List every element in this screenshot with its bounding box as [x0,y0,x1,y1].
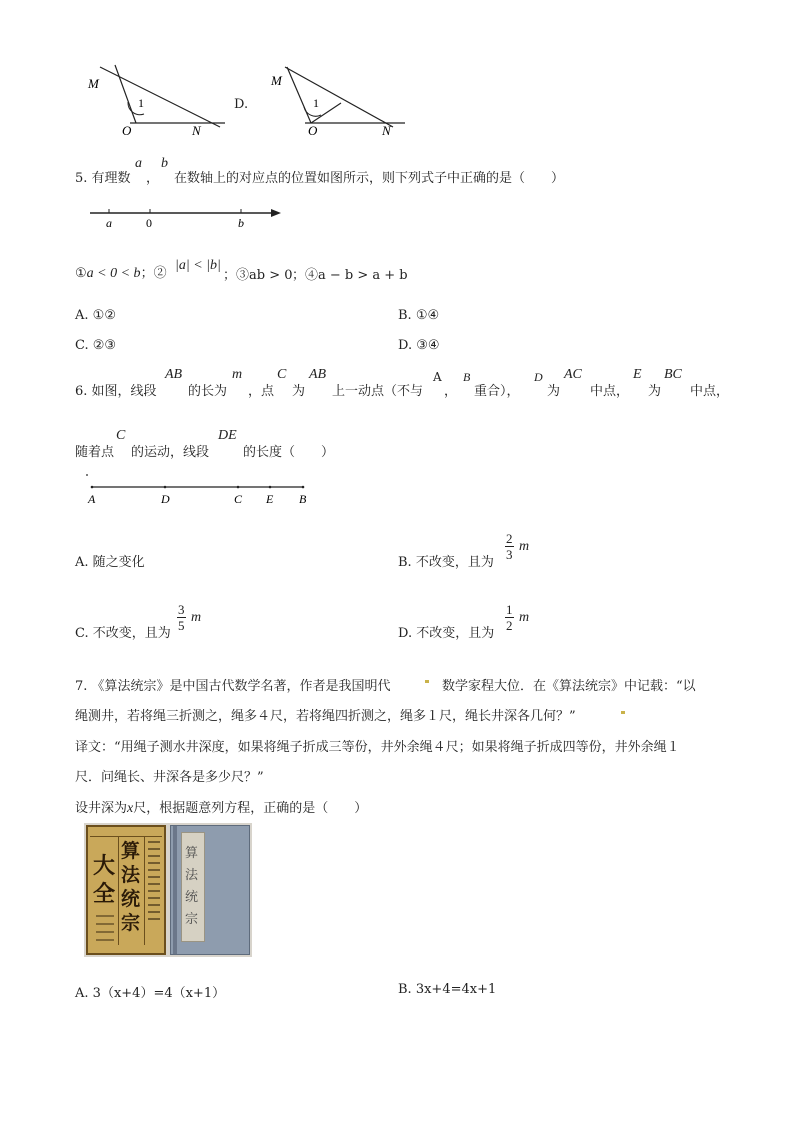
q7-option-b[interactable] [398,982,496,997]
q6-option-c[interactable] [75,622,171,641]
q6-point-a: A [433,370,442,384]
option-text: 不改变，且为 [416,626,495,641]
q5-s2-lhs: |a| [175,258,190,273]
spine-edge [173,826,177,954]
q5-prefix: 5. 有理数 [75,171,131,186]
q4d-label-m: M [271,73,282,88]
q6-option-c-fraction [177,602,186,633]
divider [144,837,145,945]
q6-var-m: m [232,367,243,382]
right-title: 算法统宗 [185,846,199,927]
q4c-label-m: M [88,76,99,91]
option-label: C. [75,338,89,353]
q6-text-9: 为 [648,384,662,399]
option-label: B. [398,982,412,997]
q7-line5-b: 尺，根据题意列方程，正确的是（ ） [133,801,368,816]
q5-number-line [85,203,285,233]
q6-line2-var-de: DE [218,428,237,443]
right-cover [170,825,250,955]
fraction-numerator: 3 [178,602,185,617]
q6-line2-text-1: 随着点 [75,445,115,460]
q6-option-b-var: m [519,539,530,554]
small-text-column [148,841,160,921]
q5-comma: ， [146,171,160,186]
q7-line5-var-x: x [127,801,134,816]
mark-icon [621,711,625,714]
fraction-denominator: 3 [506,547,513,562]
option-label: B. [398,555,412,570]
q6-option-b-fraction [505,531,514,562]
option-label: A. [75,308,89,323]
q6-text-5: 上一动点（不与 [332,384,424,399]
q6-option-a[interactable] [75,551,145,570]
q7-line1-b: 数学家程大位．在《算法统宗》中记载：“以 [442,679,696,694]
big-char-1: 大 [93,853,116,879]
q6-var-ac: AC [564,367,582,382]
small-text-column [96,915,114,945]
q6-text-2: 的长为 [188,384,228,399]
q4d-angle-label: 1 [313,96,319,110]
q5-stem-suffix: 在数轴上的对应点的位置如图所示，则下列式子中正确的是（ ） [174,171,565,186]
q5-option-d[interactable] [398,338,440,353]
q5-s2-number: ；② [140,266,167,281]
q6-var-bc: BC [664,367,682,382]
q7-option-a[interactable] [75,982,225,1001]
option-text: 不改变，且为 [415,555,494,570]
option-label: B. [398,308,412,323]
option-text: ②③ [92,338,117,353]
option-label: D. [398,626,413,641]
q5-s2-op: < [193,258,203,273]
q5-option-b[interactable] [398,308,439,323]
option-label: A. [75,986,89,1001]
q6-point-d: D [534,370,543,384]
divider [118,837,119,945]
q6-segment-figure [80,470,320,510]
q4d-label-n: N [382,123,391,138]
option-label: A. [75,555,89,570]
q5-statement-2 [175,258,221,274]
q4c-label-o: O [122,123,132,138]
q6-text-8: 中点， [590,384,630,399]
option-text: ①② [92,308,116,323]
seg-label-c: C [234,492,243,506]
q5-s1-number: ① [75,266,87,281]
option-label: C. [75,626,89,641]
q6-option-d-fraction [505,602,514,633]
option-text: 不改变，且为 [92,626,171,641]
q6-option-d-var: m [519,610,530,625]
left-cover [86,825,166,955]
left-title: 算法统宗 [121,840,141,934]
q6-option-c-var: m [191,610,202,625]
q6-text-3: ，点 [248,384,275,399]
big-char-2: 全 [93,881,116,907]
q4-figure-d [265,55,415,140]
axis-label-a: a [106,216,112,230]
q4-figure-c [80,55,230,140]
axis-label-zero: 0 [146,216,152,230]
seg-label-d: D [161,492,170,506]
q5-s2-rhs: |b| [206,258,221,273]
q5-option-c[interactable] [75,338,116,353]
q6-text-6: 重合）， [474,384,520,399]
fraction-denominator: 5 [178,618,185,633]
q6-point-b: B [463,370,471,384]
option-text: ①④ [415,308,440,323]
q7-line2: 绳测井，若将绳三折测之，绳多４尺，若将绳四折测之，绳多１尺，绳长井深各几何？” [75,709,576,724]
q6-text-10: 中点， [690,384,730,399]
q6-option-b[interactable] [398,551,494,570]
q5-var-a: a [135,156,142,171]
q7-line5-a: 设井深为 [75,801,128,816]
q4c-label-n: N [192,123,201,138]
q4d-label-o: O [308,123,318,138]
q6-line2-text-3: 的长度（ ） [243,445,335,460]
option-text: 随之变化 [92,555,145,570]
q7-line1-a: 7. 《算法统宗》是中国古代数学名著，作者是我国明代 [75,679,391,694]
q6-line2-text-2: 的运动，线段 [131,445,210,460]
q6-var-ab: AB [165,367,183,382]
option-label: D. [398,338,413,353]
q6-comma: ， [444,384,458,399]
q6-var-e: E [633,367,642,382]
seg-label-b: B [299,492,307,506]
seg-label-e: E [266,492,274,506]
option-text: 3（x+4）=4（x+1） [92,986,226,1001]
axis-label-b: b [238,216,244,230]
book-cover-image [84,823,252,957]
top-band [90,829,162,837]
title-slip [181,832,205,942]
q5-statements [75,262,167,282]
q5-statement-4: ；④a − b > a + b [292,268,408,283]
q5-statement-1: a < 0 < b [86,266,141,281]
fraction-numerator: 1 [506,602,513,617]
q5-option-a[interactable] [75,308,116,323]
q6-var-c: C [277,367,287,382]
q4c-angle-label: 1 [138,96,144,110]
q6-text-4: 为 [292,384,306,399]
q6-text-1: 6. 如图，线段 [75,384,157,399]
q7-line4: 尺．问绳长、井深各是多少尺？” [75,770,264,785]
fraction-numerator: 2 [506,531,513,546]
q5-var-b: b [161,156,168,171]
option-text: ③④ [416,338,440,353]
q6-text-7: 为 [547,384,561,399]
q6-var-ab-2: AB [309,367,327,382]
q6-option-d[interactable] [398,622,494,641]
q6-line2-var-c: C [116,428,126,443]
fraction-denominator: 2 [506,618,513,633]
q7-line3: 译文：“用绳子测水井深度，如果将绳子折成三等份，井外余绳４尺；如果将绳子折成四等份，井外余绳１ [75,740,680,755]
mark-icon [425,680,429,683]
q4-option-d-label: D. [234,97,249,112]
option-text: 3x+4=4x+1 [415,982,497,997]
q7-line5 [75,797,367,817]
seg-label-a: A [88,492,96,506]
q5-statement-3: ；③ab > 0 [223,268,293,283]
